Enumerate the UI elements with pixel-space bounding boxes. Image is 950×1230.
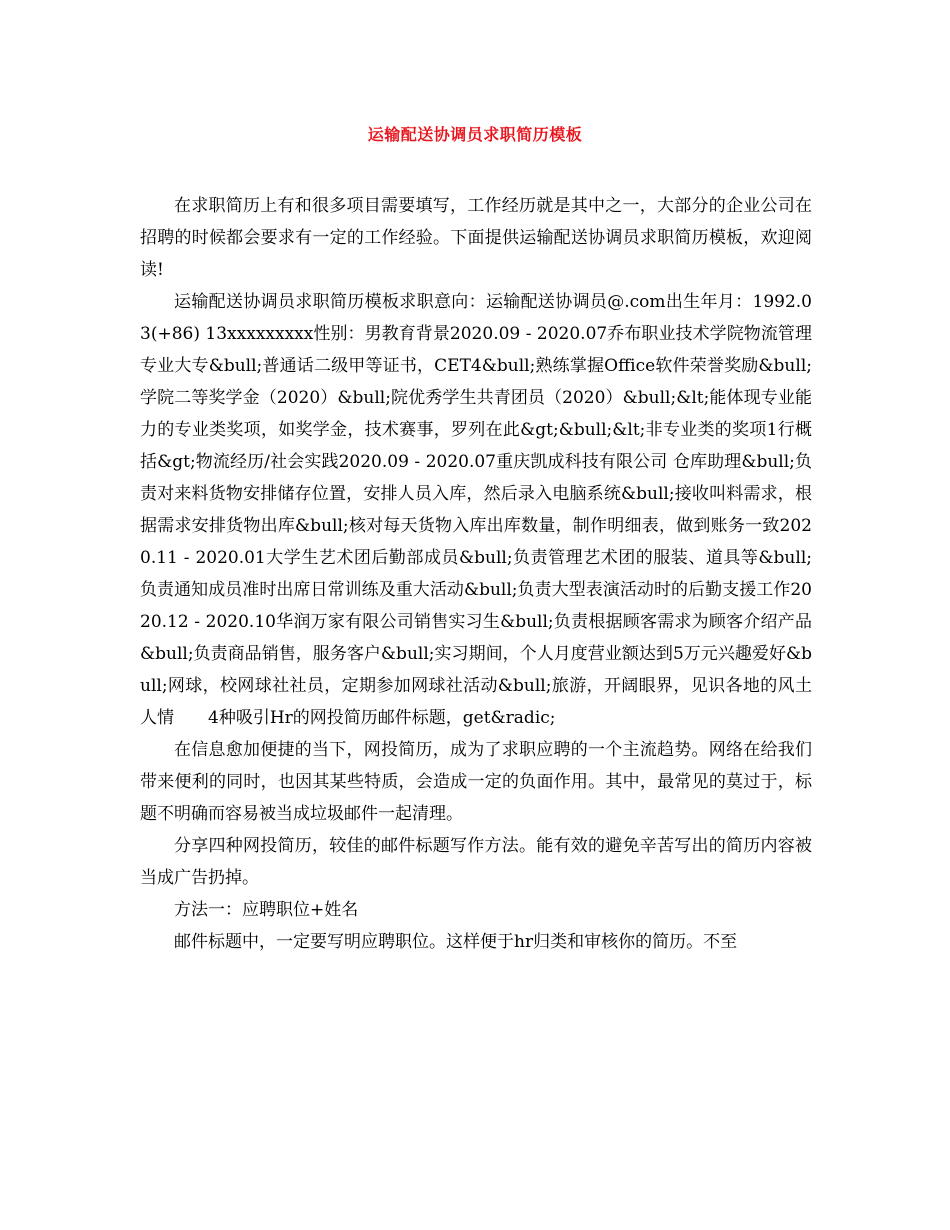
paragraph-method-one-body: 邮件标题中，一定要写明应聘职位。这样便于hr归类和审核你的简历。不至 <box>174 932 738 952</box>
document-body <box>140 190 812 958</box>
paragraph-share-methods: 分享四种网投简历，较佳的邮件标题写作方法。能有效的避免辛苦写出的简历内容被当成广告扔掉。 <box>140 836 812 888</box>
paragraph-resume-template: 运输配送协调员求职简历模板求职意向：运输配送协调员@.com出生年月：1992.03(+86) 13xxxxxxxxx性别：男教育背景2020.09 - 2020.07乔布职业技术学院物流管理专业大专&bull;普通话二级甲等证书，CET4&bull;熟练掌握Office软件荣誉奖励&bull;学院二等奖学金（2020）&bull;院优秀学生共青团员（2020）&bull;&lt;能体现专业能力的专业类奖项，如奖学金，技术赛事，罗列在此&gt;&bull;&lt;非专业类的奖项1行概括&gt;物流经历/社会实践2020.09 - 2020.07重庆凯成科技有限公司 仓库助理&bull;负责对来料货物安排储存位置，安排人员入库，然后录入电脑系统&bull;接收叫料需求，根据需求安排货物出库&bull;核对每天货物入库出库数量，制作明细表，做到账务一致2020.11 - 2020.01大学生艺术团后勤部成员&bull;负责管理艺术团的服装、道具等&bull;负责通知成员准时出席日常训练及重大活动&bull;负责大型表演活动时的后勤支援工作2020.12 - 2020.10华润万家有限公司销售实习生&bull;负责根据顾客需求为顾客介绍产品&bull;负责商品销售，服务客户&bull;实习期间，个人月度营业额达到5万元兴趣爱好&bull;网球，校网球社社员，定期参加网球社活动&bull;旅游，开阔眼界，见识各地的风土人情 4种吸引Hr的网投简历邮件标题，get&radic; <box>140 292 812 728</box>
document-title: 运输配送协调员求职简历模板 <box>367 125 583 144</box>
paragraph-method-one-heading: 方法一：应聘职位+姓名 <box>174 900 359 920</box>
paragraph-intro: 在求职简历上有和很多项目需要填写，工作经历就是其中之一，大部分的企业公司在招聘的时候都会要求有一定的工作经验。下面提供运输配送协调员求职简历模板，欢迎阅读! <box>140 196 812 280</box>
paragraph-online-resume: 在信息愈加便捷的当下，网投简历，成为了求职应聘的一个主流趋势。网络在给我们带来便利的同时，也因其某些特质，会造成一定的负面作用。其中，最常见的莫过于，标题不明确而容易被当成垃圾邮件一起清理。 <box>140 740 812 824</box>
